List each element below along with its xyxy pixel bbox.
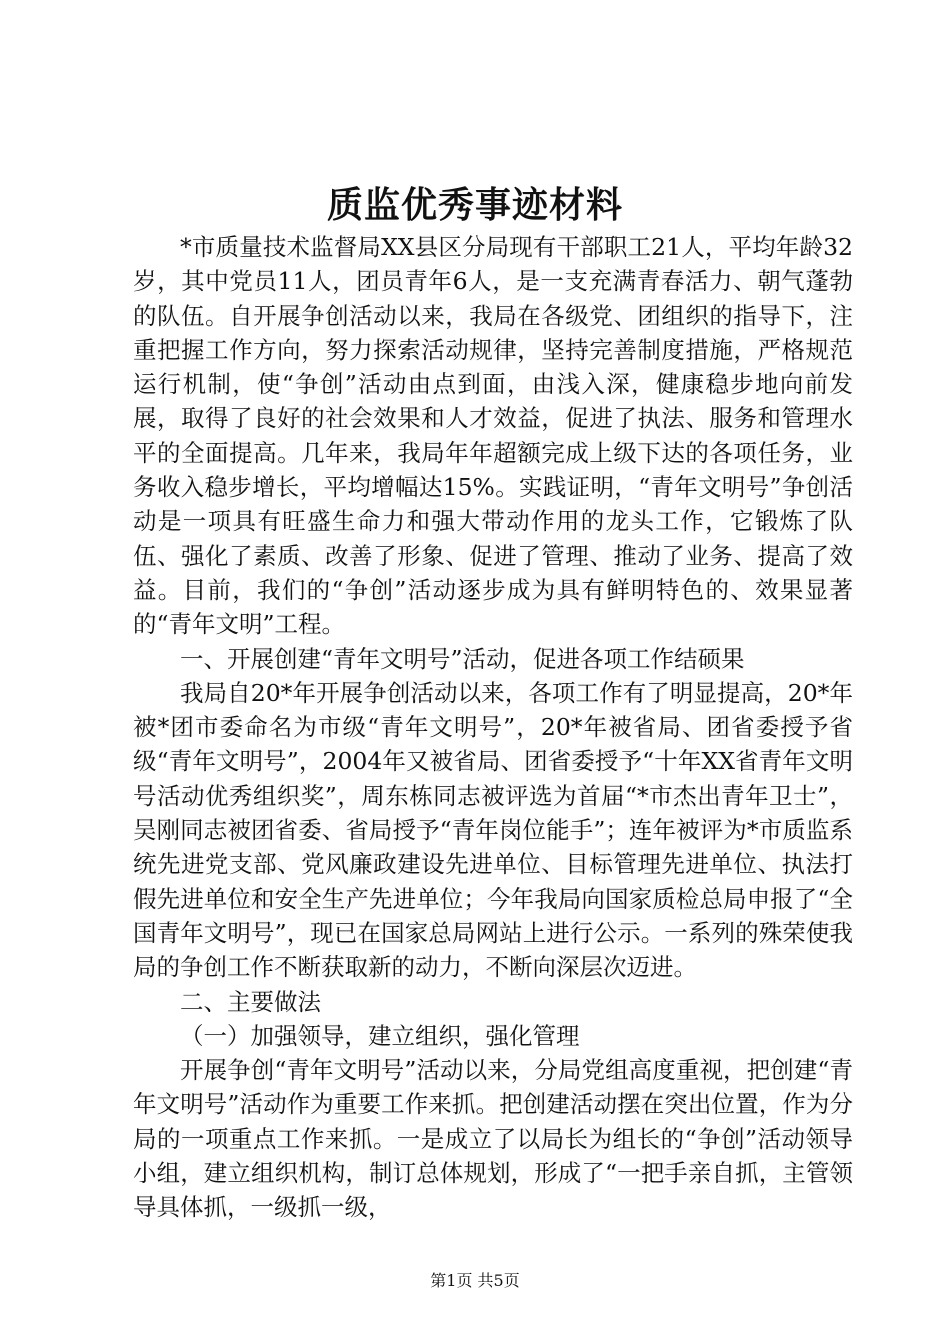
- paragraph-honors: 我局自20*年开展争创活动以来，各项工作有了明显提高，20*年被*团市委命名为市级“青年文明号”，20*年被省局、团省委授予省级“青年文明号”，2004年又被省局、团省委授予“十年XX省青年文明号活动优秀组织奖”，周东栋同志被评选为首届“*市杰出青年卫士”，吴刚同志被团省委、省局授予“青年岗位能手”；连年被评为*市质监系统先进党支部、党风廉政建设先进单位、目标管理先进单位、执法打假先进单位和安全生产先进单位；今年我局向国家质检总局申报了“全国青年文明号”，现已在国家总局网站上进行公示。一系列的殊荣使我局的争创工作不断获取新的动力，不断向深层次迈进。: [133, 678, 853, 982]
- paragraph-intro: *市质量技术监督局XX县区分局现有干部职工21人，平均年龄32岁，其中党员11人，团员青年6人，是一支充满青春活力、朝气蓬勃的队伍。自开展争创活动以来，我局在各级党、团组织的指导下，注重把握工作方向，努力探索活动规律，坚持完善制度措施，严格规范运行机制，使“争创”活动由点到面，由浅入深，健康稳步地向前发展，取得了良好的社会效果和人才效益，促进了执法、服务和管理水平的全面提高。几年来，我局年年超额完成上级下达的各项任务，业务收入稳步增长，平均增幅达15%。实践证明，“青年文明号”争创活动是一项具有旺盛生命力和强大带动作用的龙头工作，它锻炼了队伍、强化了素质、改善了形象、促进了管理、推动了业务、提高了效益。目前，我们的“争创”活动逐步成为具有鲜明特色的、效果显著的“青年文明”工程。: [133, 233, 853, 639]
- document-title: 质监优秀事迹材料: [326, 184, 623, 226]
- paragraph-leadership: 开展争创“青年文明号”活动以来，分局党组高度重视，把创建“青年文明号”活动作为重要工作来抓。把创建活动摆在突出位置，作为分局的一项重点工作来抓。一是成立了以局长为组长的“争创”活动领导小组，建立组织机构，制订总体规划，形成了“一把手亲自抓，主管领导具体抓，一级抓一级，: [133, 1056, 853, 1222]
- document-body: [133, 230, 853, 1225]
- section-heading-2: 二、主要做法: [180, 987, 321, 1016]
- subsection-heading-1: （一）加强领导，建立组织，强化管理: [180, 1021, 580, 1050]
- page-number-footer: 第1页 共5页: [430, 1271, 520, 1290]
- section-heading-1: 一、开展创建“青年文明号”活动，促进各项工作结硕果: [180, 644, 745, 673]
